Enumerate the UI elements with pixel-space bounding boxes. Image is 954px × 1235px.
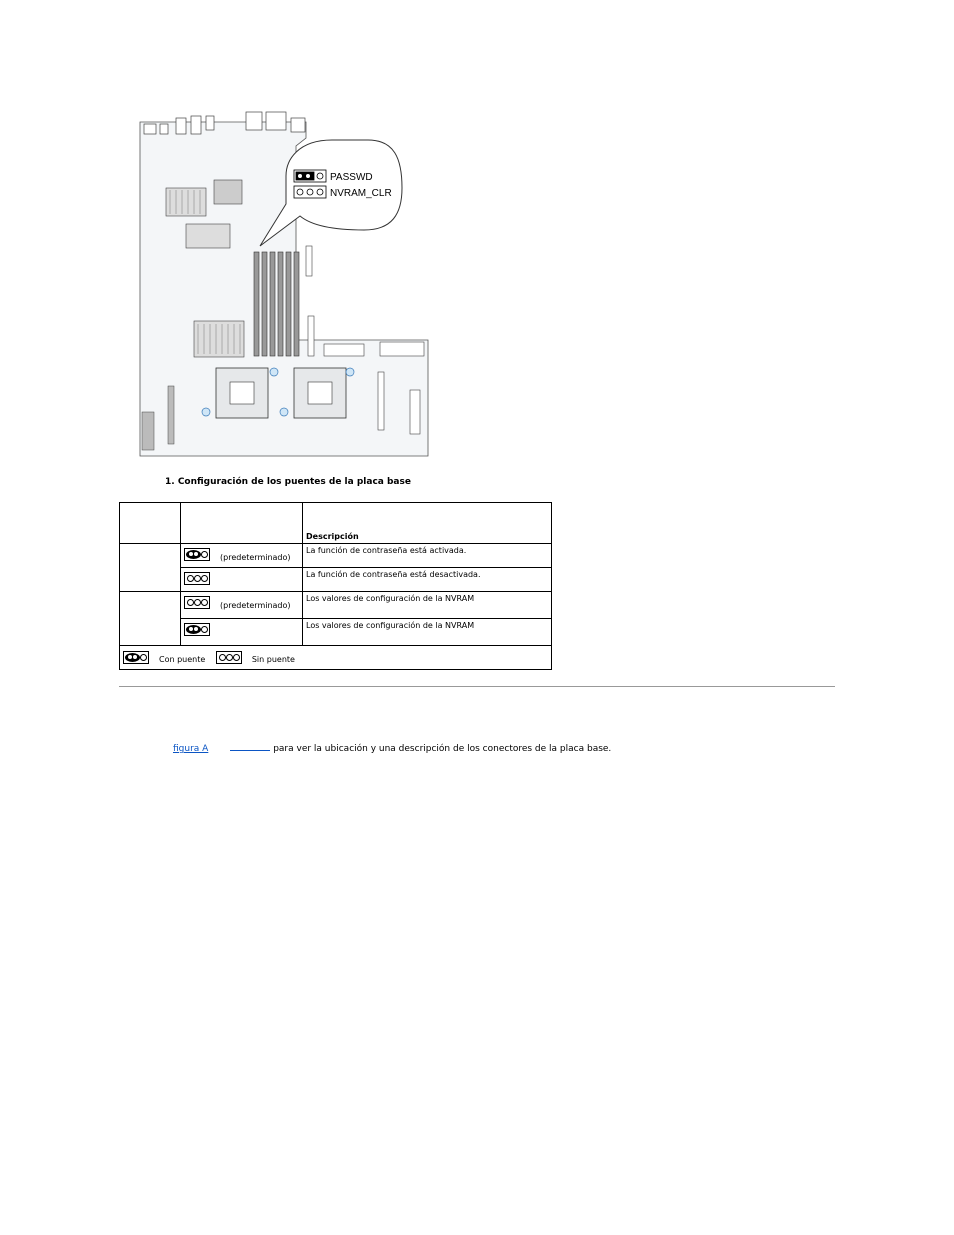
row-description: La función de contraseña está activada. [303,544,552,568]
row-description: La función de contraseña está desactivada. [303,568,552,592]
jumper-open-icon [184,572,210,585]
legend-open-label: Sin puente [251,655,295,664]
jumper-open-icon [216,651,242,664]
table-row [120,568,552,592]
jumper-settings-table [119,502,552,670]
callout-passwd: PASSWD [330,172,373,183]
legend-jumpered-label: Con puente [159,655,206,664]
horizontal-divider [119,686,835,687]
figure-link[interactable]: figura A [173,744,209,754]
row-description: Los valores de configuración de la NVRAM [303,592,552,619]
motherboard-diagram [136,96,436,462]
jumper-open-icon [184,596,210,609]
table-row [120,619,552,646]
figure-caption: 1. Configuración de los puentes de la placa base [165,477,411,487]
reference-text [173,742,611,754]
jumper-installed-icon [184,548,210,561]
table-row: (predeterminado) La función de contraseña está activada. [120,544,552,568]
table-row: (predeterminado) Los valores de configuración de la NVRAM [120,592,552,619]
table-header-row [120,503,552,544]
jumper-installed-icon [184,623,210,636]
description-header: Descripción [303,503,552,544]
blank-link[interactable] [230,742,270,751]
legend-row [120,646,552,670]
row-description: Los valores de configuración de la NVRAM [303,619,552,646]
reference-sentence: para ver la ubicación y una descripción de los conectores de la placa base. [273,744,612,754]
jumper-installed-icon [123,651,149,664]
callout-nvram-clr: NVRAM_CLR [330,188,392,199]
